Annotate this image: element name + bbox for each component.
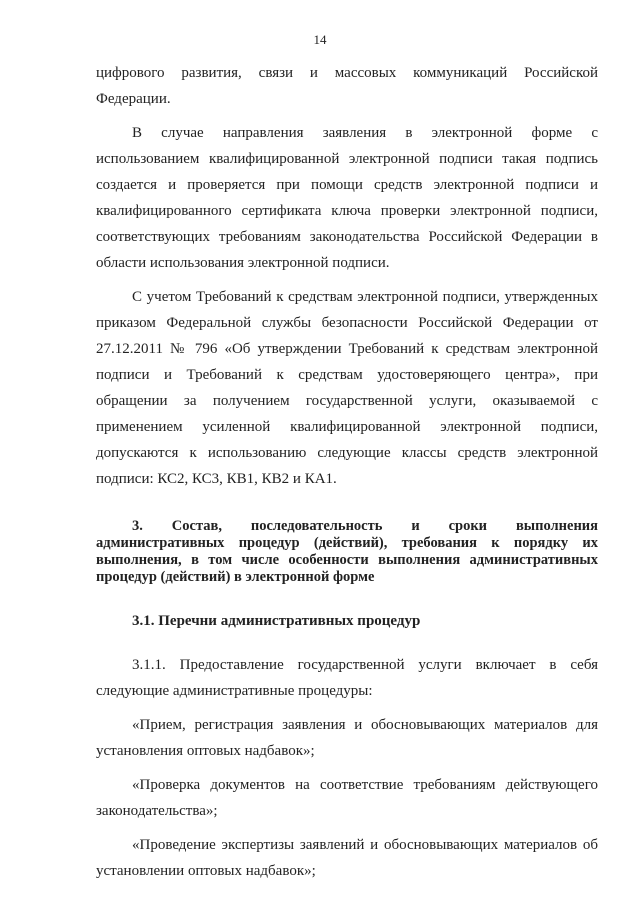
- text-line: 27.12.2011 № 796 «Об утверждении Требований к средствам электронной: [96, 341, 598, 357]
- paragraph-continuation: [96, 60, 598, 112]
- text-line: приказом Федеральной службы безопасности Российской Федерации от: [96, 315, 598, 331]
- text-line: установления оптовых надбавок»;: [96, 743, 315, 759]
- heading-line: выполнения, в том числе особенности выполнения административных: [96, 552, 598, 568]
- text-line: С учетом Требований к средствам электронной подписи, утвержденных: [132, 289, 598, 305]
- text-line: «Прием, регистрация заявления и обосновывающих материалов для: [132, 717, 598, 733]
- paragraph-signature-classes: [96, 284, 598, 492]
- text-line: установлении оптовых надбавок»;: [96, 863, 316, 879]
- text-line: «Проверка документов на соответствие требованиям действующего: [132, 777, 598, 793]
- text-line: квалифицированного сертификата ключа проверки электронной подписи,: [96, 203, 598, 219]
- paragraph-electronic-signature: [96, 120, 598, 276]
- text-line: допускаются к использованию следующие классы средств электронной: [96, 445, 598, 461]
- text-line: законодательства»;: [96, 803, 218, 819]
- text-line: подписи: КС2, КС3, КВ1, КВ2 и КА1.: [96, 471, 337, 487]
- text-line: использованием квалифицированной электронной подписи такая подпись: [96, 151, 598, 167]
- text-line: подписи и Требований к средствам удостоверяющего центра», при: [96, 367, 598, 383]
- list-item: [96, 772, 598, 824]
- list-item: [96, 832, 598, 884]
- text-line: обращении за получением государственной услуги, оказываемой с: [96, 393, 598, 409]
- section-3-1-title: 3.1. Перечни административных процедур: [132, 613, 421, 629]
- text-line: следующие административные процедуры:: [96, 683, 373, 699]
- text-line: В случае направления заявления в электронной форме с: [132, 125, 598, 141]
- text-line: 3.1.1. Предоставление государственной услуги включает в себя: [132, 657, 598, 673]
- section-3-heading: [96, 518, 598, 586]
- text-line: Федерации.: [96, 91, 171, 107]
- heading-line: административных процедур (действий), требования к порядку их: [96, 535, 598, 551]
- heading-line: процедур (действий) в электронной форме: [96, 569, 375, 585]
- text-line: «Проведение экспертизы заявлений и обосновывающих материалов об: [132, 837, 598, 853]
- text-line: области использования электронной подписи.: [96, 255, 390, 271]
- text-line: соответствующих требованиям законодательства Российской Федерации в: [96, 229, 598, 245]
- list-item: [96, 712, 598, 764]
- document-body: [96, 60, 598, 884]
- page-number: 14: [313, 32, 327, 47]
- text-line: цифрового развития, связи и массовых коммуникаций Российской: [96, 65, 598, 81]
- text-line: создается и проверяется при помощи средств электронной подписи и: [96, 177, 598, 193]
- heading-line: 3. Состав, последовательность и сроки выполнения: [132, 518, 598, 534]
- paragraph-procedures-intro: [96, 652, 598, 704]
- text-line: применением усиленной квалифицированной электронной подписи,: [96, 419, 598, 435]
